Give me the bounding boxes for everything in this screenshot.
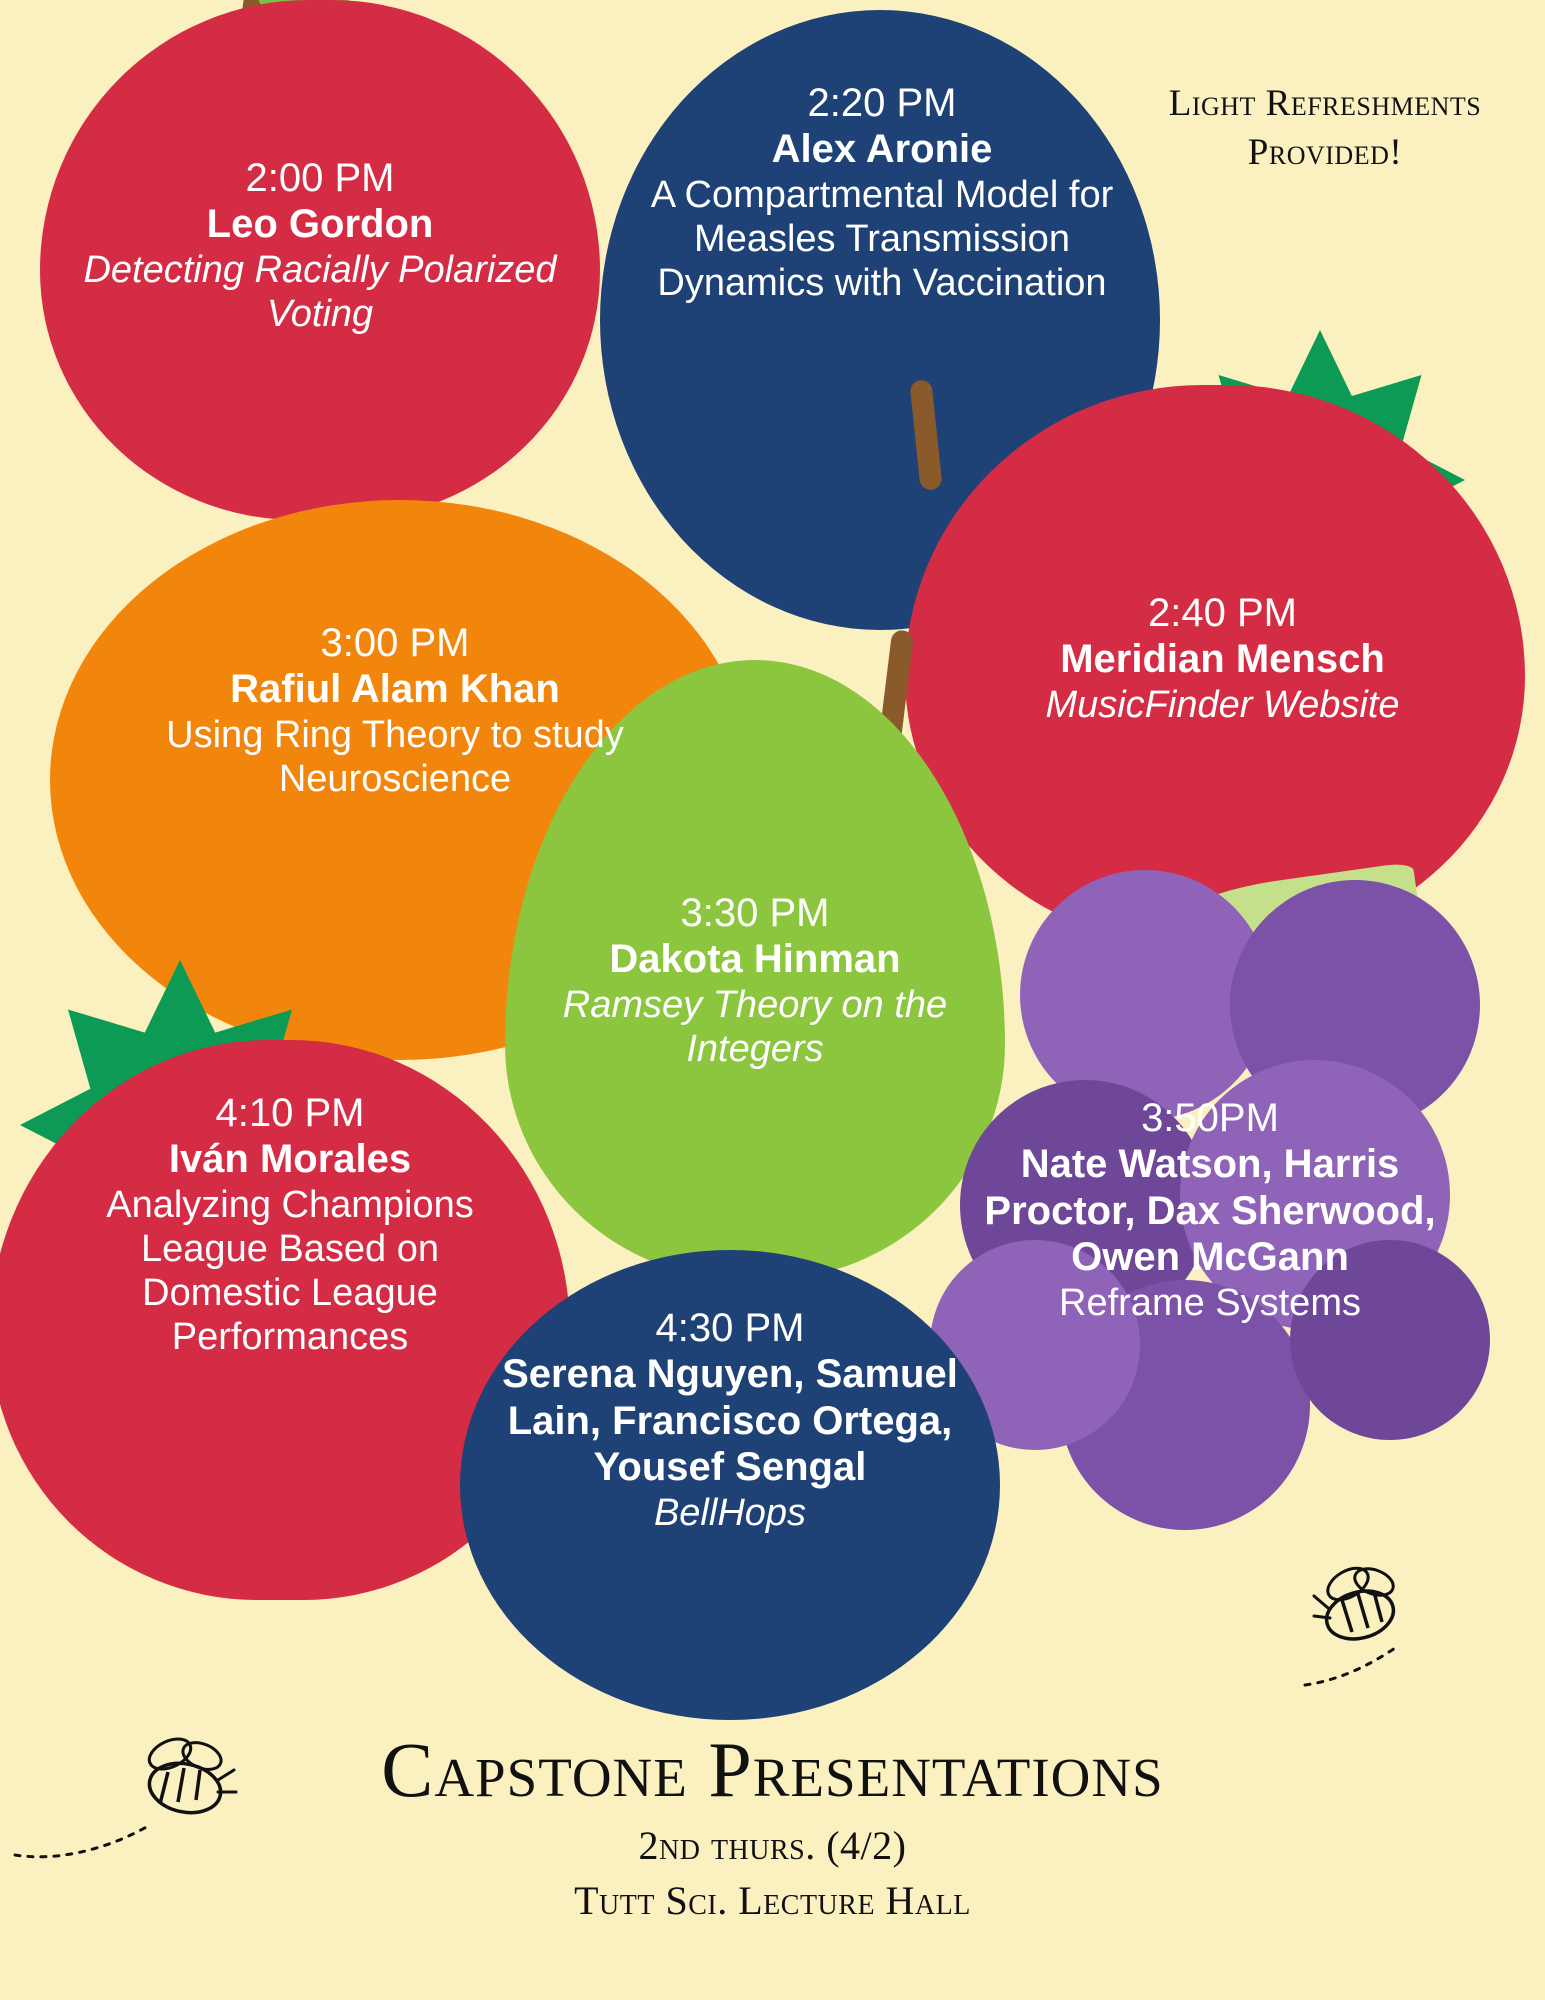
session-presenter: Dakota Hinman <box>609 937 901 982</box>
session-presenter: Meridian Mensch <box>1060 637 1385 682</box>
footer-line-2: 2nd thurs. (4/2) <box>638 1823 907 1868</box>
session-time: 3:50PM <box>1141 1096 1279 1140</box>
session-time: 2:40 PM <box>1148 591 1297 635</box>
session-time: 2:20 PM <box>807 81 957 125</box>
session-title: Ramsey Theory on the Integers <box>562 983 948 1070</box>
refreshments-note: Light Refreshments Provided! <box>1168 83 1482 173</box>
bee-icon-right <box>1300 1560 1500 1690</box>
session-block-6 <box>955 1095 1465 1325</box>
session-block-4 <box>105 620 685 801</box>
page-title: Capstone Presentations <box>381 1726 1164 1813</box>
session-block-2 <box>608 80 1156 305</box>
session-presenter: Nate Watson, Harris Proctor, Dax Sherwood, Owen McGann <box>984 1142 1436 1280</box>
session-title: A Compartmental Model for Measles Transmission Dynamics with Vaccination <box>650 173 1114 304</box>
session-presenter: Leo Gordon <box>206 202 434 247</box>
session-block-8 <box>500 1305 960 1535</box>
session-time: 2:00 PM <box>245 156 395 200</box>
session-time: 4:10 PM <box>215 1091 365 1135</box>
session-block-3 <box>960 590 1485 727</box>
session-block-1 <box>80 155 560 336</box>
session-title: Detecting Racially Polarized Voting <box>83 248 557 335</box>
session-presenter: Iván Morales <box>168 1137 412 1182</box>
session-time: 3:30 PM <box>680 891 830 935</box>
session-presenter: Serena Nguyen, Samuel Lain, Francisco Ortega, Yousef Sengal <box>502 1352 958 1490</box>
session-presenter: Alex Aronie <box>771 127 993 172</box>
session-title: Using Ring Theory to study Neuroscience <box>166 713 624 800</box>
session-time: 4:30 PM <box>655 1306 805 1350</box>
session-title: BellHops <box>653 1491 807 1534</box>
footer-line-3: Tutt Sci. Lecture Hall <box>574 1878 971 1923</box>
session-time: 3:00 PM <box>320 621 470 665</box>
session-title: Reframe Systems <box>1059 1281 1361 1324</box>
session-title: Analyzing Champions League Based on Domestic League Performances <box>106 1183 474 1359</box>
session-title: MusicFinder Website <box>1045 683 1400 726</box>
session-presenter: Rafiul Alam Khan <box>230 667 560 712</box>
session-block-7 <box>75 1090 505 1359</box>
session-block-5 <box>520 890 990 1071</box>
